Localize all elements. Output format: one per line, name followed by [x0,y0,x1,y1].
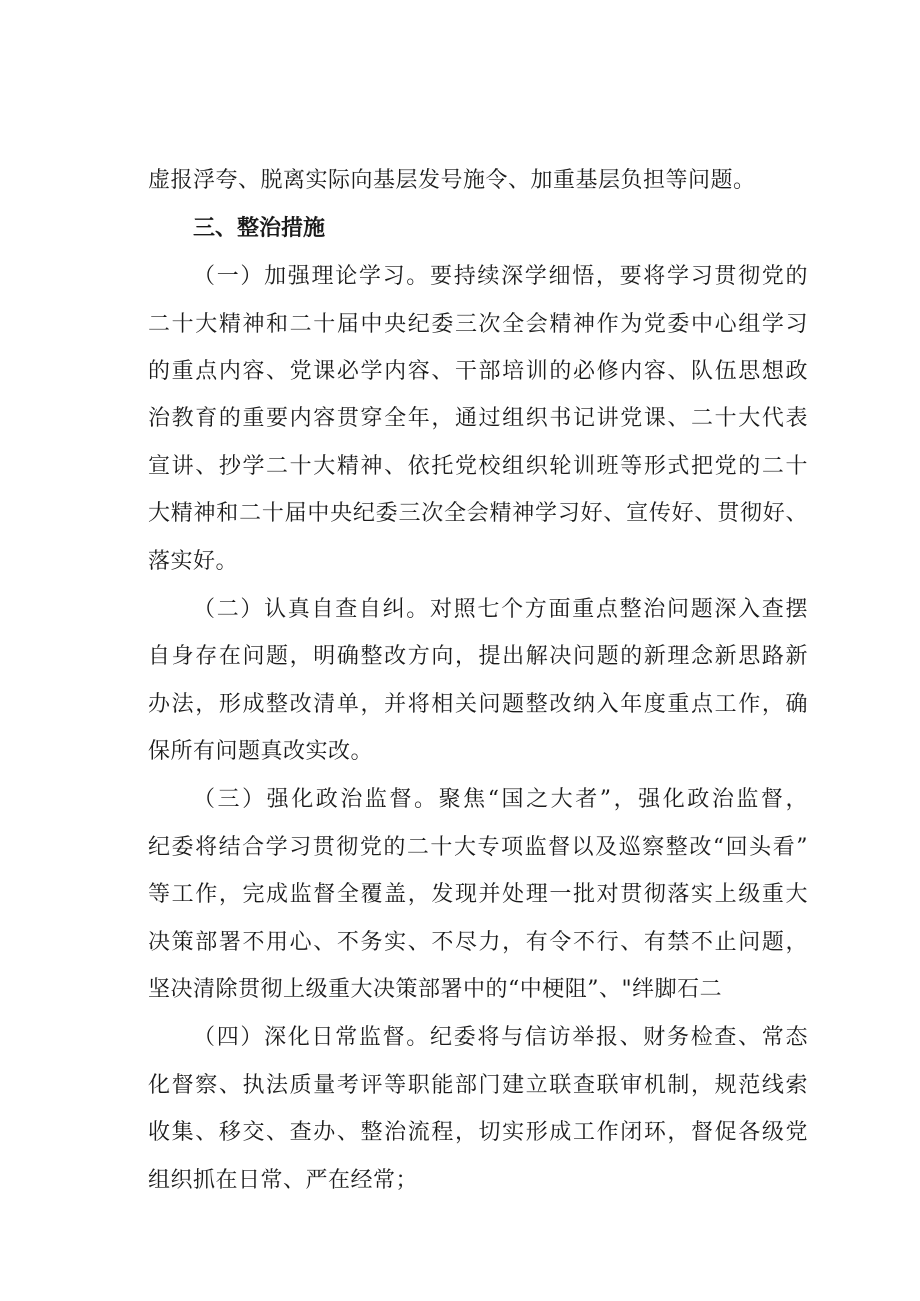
paragraph-1-line-2: 二十大精神和二十届中央纪委三次全会精神作为党委中心组学习 [148,312,808,337]
paragraph-3-line-2: 纪委将结合学习贯彻党的二十大专项监督以及巡察整改“回头看” [148,835,808,860]
paragraph-1-line-6: 大精神和二十届中央纪委三次全会精神学习好、宣传好、贯彻好、 [148,501,808,526]
paragraph-1-line-5: 宣讲、抄学二十大精神、依托党校组织轮训班等形式把党的二十 [148,454,808,479]
paragraph-3-line-5: 坚决清除贯彻上级重大决策部署中的“中梗阻”、"绊脚石二 [148,977,723,1002]
paragraph-4-line-1: （四）深化日常监督。纪委将与信访举报、财务检查、常态 [193,1025,808,1050]
paragraph-2-line-3: 办法，形成整改清单，并将相关问题整改纳入年度重点工作，确 [148,692,808,717]
continuation-line: 虚报浮夸、脱离实际向基层发号施令、加重基层负担等问题。 [148,168,756,193]
paragraph-4-line-2: 化督察、执法质量考评等职能部门建立联查联审机制，规范线索 [148,1073,808,1098]
section-heading: 三、整治措施 [193,216,326,241]
paragraph-1-line-1: （一）加强理论学习。要持续深学细悟，要将学习贯彻党的 [193,264,808,289]
paragraph-1-line-7: 落实好。 [148,549,239,574]
paragraph-4-line-4: 组织抓在日常、严在经常； [148,1168,419,1193]
paragraph-3-line-4: 决策部署不用心、不务实、不尽力，有令不行、有禁不止问题， [148,930,808,955]
paragraph-1-line-3: 的重点内容、党课必学内容、干部培训的必修内容、队伍思想政 [148,359,808,384]
paragraph-4-line-3: 收集、移交、查办、整治流程，切实形成工作闭环，督促各级党 [148,1120,808,1145]
paragraph-2-line-4: 保所有问题真改实改。 [148,739,374,764]
paragraph-3-line-1: （三）强化政治监督。聚焦“国之大者”，强化政治监督， [193,787,808,812]
paragraph-3-line-3: 等工作，完成监督全覆盖，发现并处理一批对贯彻落实上级重大 [148,882,808,907]
paragraph-2-line-1: （二）认真自查自纠。对照七个方面重点整治问题深入查摆 [193,597,808,622]
paragraph-2-line-2: 自身存在问题，明确整改方向，提出解决问题的新理念新思路新 [148,644,808,669]
paragraph-1-line-4: 治教育的重要内容贯穿全年，通过组织书记讲党课、二十大代表 [148,406,808,431]
